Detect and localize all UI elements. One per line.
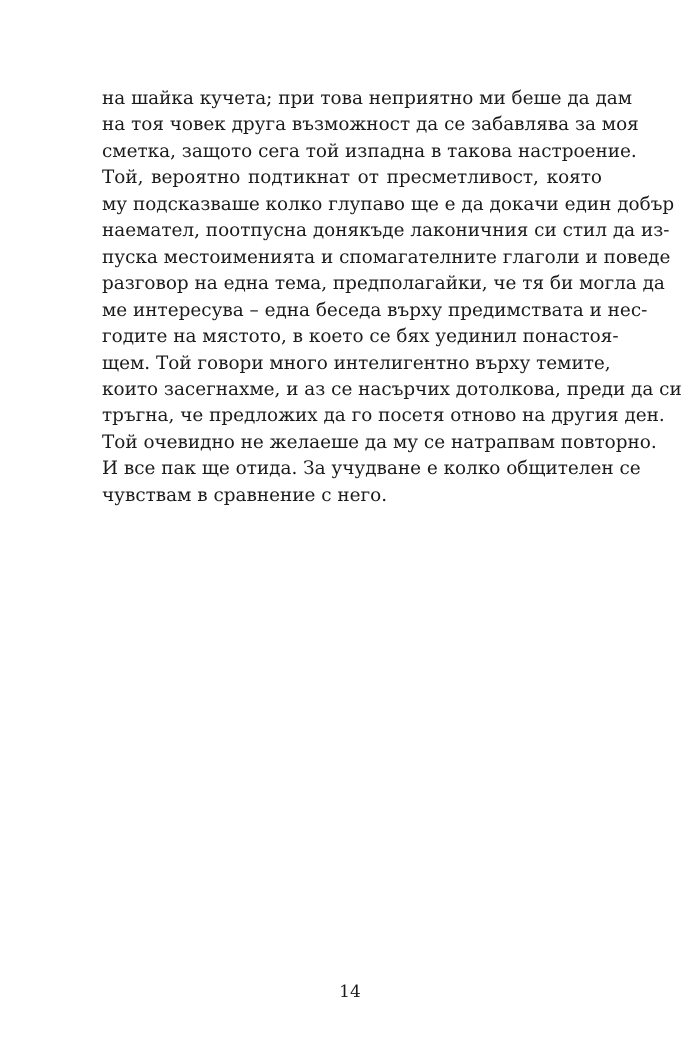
text-line: Той очевидно не желаеше да му се натрапвам повторно. xyxy=(102,431,657,453)
text-line: Той, вероятно подтикнат от пресметливост, която xyxy=(102,167,602,189)
text-line: сметка, защото сега той изпадна в такова настроение. xyxy=(102,140,637,162)
text-line: наемател, поотпусна донякъде лаконичния си стил да из- xyxy=(102,220,670,242)
text-line: И все пак ще отида. За учудване е колко общителен се xyxy=(102,458,641,480)
text-line: тръгна, че предложих да го посетя отново на другия ден. xyxy=(102,405,665,427)
text-line: ме интересува – една беседа върху предимствата и нес- xyxy=(102,299,648,321)
text-line: годите на мястото, в което се бях уединил понастоя- xyxy=(102,326,619,348)
text-line: щем. Той говори много интелигентно върху темите, xyxy=(102,352,611,374)
text-line: му подсказваше колко глупаво ще е да докачи един добър xyxy=(102,193,675,215)
page-number: 14 xyxy=(339,982,361,1002)
text-line: разговор на една тема, предполагайки, че тя би могла да xyxy=(102,273,665,295)
text-line: пуска местоименията и спомагателните глаголи и поведе xyxy=(102,246,671,268)
text-line: на тоя човек друга възможност да се забавлява за моя xyxy=(102,114,639,136)
body-text xyxy=(102,86,682,509)
text-line: които засегнахме, и аз се насърчих дотолкова, преди да си xyxy=(102,378,682,400)
text-line: чувствам в сравнение с него. xyxy=(102,484,388,506)
text-line: на шайка кучета; при това неприятно ми беше да дам xyxy=(102,88,633,109)
